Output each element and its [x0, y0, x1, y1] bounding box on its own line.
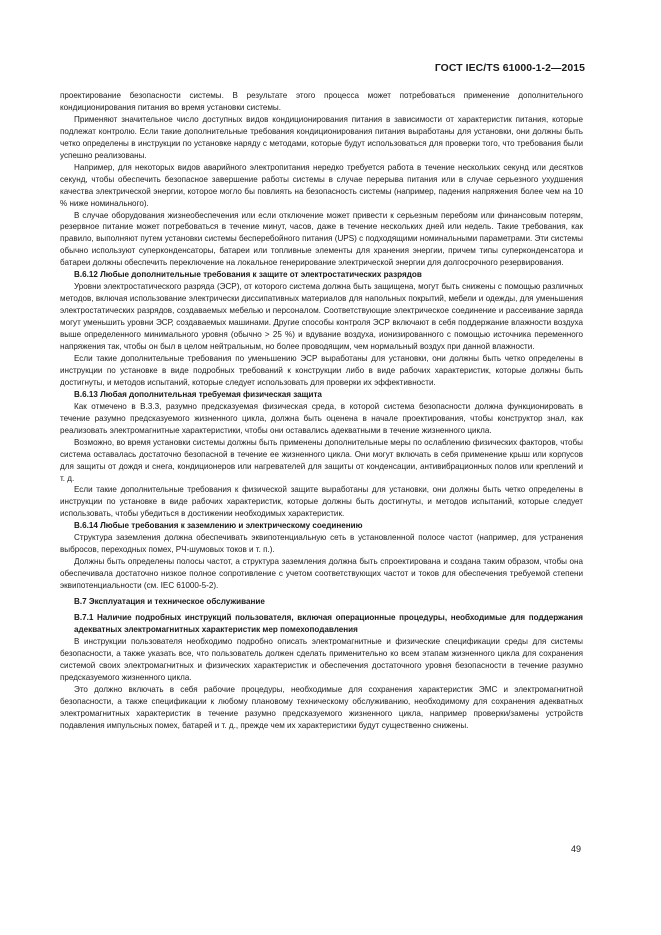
subsection-heading: В.6.12 Любые дополнительные требования к защите от электростатических разрядов: [74, 270, 422, 280]
paragraph: Это должно включать в себя рабочие процедуры, необходимые для сохранения характеристик ЭМС и электромагнитной безопасности, а также спецификации к любому плановому техническому обслуживанию, необходимому для сохранения адекватных электромагнитных характеристик в течение разумно предсказуемого жизненного цикла, например проверки/замены устройств подавления импульсных помех, батарей и т. д., прежде чем их характеристики будут существенно снижены.: [60, 684, 583, 730]
paragraph: Если такие дополнительные требования к физической защите выработаны для установки, они должны быть четко определены в инструкции по установке в виде рабочих характеристик, которые должны быть достигнуты, и методов испытаний, которые следует использовать, чтобы убедиться в достижении необходимых характеристик.: [60, 485, 583, 519]
paragraph: Структура заземления должна обеспечивать эквипотенциальную сеть в установленной полосе частот (например, для устранения выбросов, переходных помех, РЧ-шумовых токов и т. п.).: [60, 533, 583, 555]
section-heading: В.7 Эксплуатация и техническое обслуживание: [74, 597, 265, 607]
paragraph: Например, для некоторых видов аварийного электропитания нередко требуется работа в течение нескольких секунд или десятков секунд, чтобы обеспечить безопасное завершение работы системы в случае перерыва питания или в случае серьезного ухудшения качества электрической энергии, которое могло бы повлиять на безопасность системы (например, падения напряжения более чем на 10 % ниже номинального).: [60, 162, 583, 208]
paragraph: Уровни электростатического разряда (ЭСР), от которого система должна быть защищена, могут быть снижены с помощью различных методов, включая использование электрически диссипативных материалов для напольных покрытий, мебели и одежды, для уменьшения электростатических разрядов, создаваемых мебелью и персоналом. Соответствующие электрическое соединение и рассеивание заряда могут уменьшить уровни ЭСР, создаваемых машинами. Другие способы контроля ЭСР включают в себя поддержание влажности воздуха выше определенного минимального уровня (обычно > 25 %) и вдувание воздуха, ионизированного с помощью источника переменного напряжения так, чтобы он был в целом нейтральным, но более проводящим, чем нормальный воздух при данной влажности.: [60, 282, 583, 352]
paragraph: Должны быть определены полосы частот, а структура заземления должна быть спроектирована и создана таким образом, чтобы она обеспечивала достаточно низкое полное сопротивление с учетом соответствующих частот и токов для обеспечения требуемой степени эквипотенциальности (см. IEC 61000-5-2).: [60, 557, 583, 591]
paragraph: проектирование безопасности системы. В результате этого процесса может потребоваться применение дополнительного кондиционирования питания во время установки системы.: [60, 91, 583, 112]
subsection-heading: В.6.14 Любые требования к заземлению и электрическому соединению: [74, 521, 363, 531]
paragraph: Если такие дополнительные требования по уменьшению ЭСР выработаны для установки, они должны быть четко определены в инструкции по установке в виде подробных требований к конструкции либо в виде рабочих характеристик, которые должны быть достигнуты, и методов испытаний, которые следует использовать для проверки их эффективности.: [60, 353, 583, 387]
paragraph: Как отмечено в В.3.3, разумно предсказуемая физическая среда, в которой система безопасности должна функционировать в течение разумно предсказуемого жизненного цикла, должна быть оценена в начале проектирования, чтобы конструктор знал, как реализовать электромагнитные характеристики, чтобы они оставались адекватными в течение жизненного цикла.: [60, 401, 583, 435]
paragraph: Возможно, во время установки системы должны быть применены дополнительные меры по ослаблению физических факторов, чтобы система оставалась достаточно безопасной в течение ее жизненного цикла. Они могут включать в себя применение крыш или корпусов для защиты от дождя и снега, кондиционеров или нагревателей для защиты от конденсации, антивибрационных полов или креплений и т. д.: [60, 437, 583, 483]
subsection-heading: В.7.1 Наличие подробных инструкций пользователя, включая операционные процедуры, необходимые для поддержания адекватных электромагнитных характеристик мер помехоподавления: [74, 612, 583, 634]
paragraph: В случае оборудования жизнеобеспечения или если отключение может привести к серьезным перебоям или финансовым потерям, резервное питание может потребоваться в течение минут, часов, даже в течение нескольких дней или недель. Такие требования, как правило, выполняют путем установки системы бесперебойного питания (UPS) с подходящими номинальными параметрами. Эти системы обычно используют суперконденсаторы, батареи или топливные элементы для хранения энергии, причем типы суперконденсатора и батареи должны обеспечить переключение на локальное генерирование электрической энергии для долгосрочного резервирования.: [60, 210, 583, 268]
page-body: [60, 90, 583, 732]
subsection-heading: В.6.13 Любая дополнительная требуемая физическая защита: [74, 389, 322, 399]
paragraph: Применяют значительное число доступных видов кондиционирования питания в зависимости от характеристик питания, которые подлежат контролю. Если такие дополнительные требования кондиционирования питания выработаны для установки, они должны быть четко определены в инструкции по установке наряду с методами, которые будут использоваться для проверки того, что требования были успешно реализованы.: [60, 114, 583, 160]
paragraph: В инструкции пользователя необходимо подробно описать электромагнитные и физические спецификации среды для системы безопасности, а также указать все, что пользователь должен сделать применительно ко всем этапам жизненного цикла для сохранения системой своих электромагнитных и физических характеристик и обеспечения достаточного уровня безопасности в течение разумно предсказуемого жизненного цикла.: [60, 636, 583, 682]
document-header: ГОСТ IEC/TS 61000-1-2—2015: [434, 63, 585, 74]
page-number: 49: [571, 844, 582, 854]
